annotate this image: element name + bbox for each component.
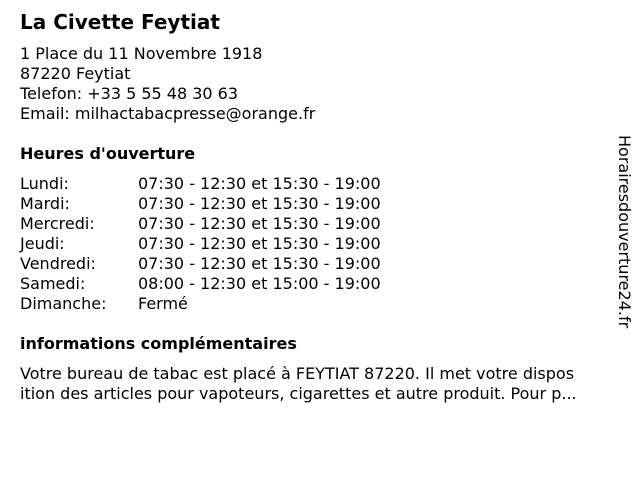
hours-row-friday bbox=[20, 254, 381, 274]
info-heading: informations complémentaires bbox=[20, 334, 297, 353]
day-label: Mardi: bbox=[20, 194, 70, 213]
hours-row-thursday bbox=[20, 234, 381, 254]
email-address: Email: milhactabacpresse@orange.fr bbox=[20, 104, 316, 123]
business-name: La Civette Feytiat bbox=[20, 10, 220, 34]
hours-row-saturday bbox=[20, 274, 381, 294]
time-range: 07:30 - 12:30 et 15:30 - 19:00 bbox=[138, 174, 381, 193]
hours-row-sunday bbox=[20, 294, 381, 314]
site-watermark: Horairesdouverture24.fr bbox=[615, 135, 634, 329]
time-range: 07:30 - 12:30 et 15:30 - 19:00 bbox=[138, 254, 381, 273]
day-label: Jeudi: bbox=[20, 234, 65, 253]
hours-row-monday bbox=[20, 174, 381, 194]
hours-row-tuesday bbox=[20, 194, 381, 214]
time-range: 08:00 - 12:30 et 15:00 - 19:00 bbox=[138, 274, 381, 293]
time-range: 07:30 - 12:30 et 15:30 - 19:00 bbox=[138, 194, 381, 213]
info-line: ition des articles pour vapoteurs, cigarettes et autre produit. Pour p... bbox=[20, 384, 577, 403]
address-street: 1 Place du 11 Novembre 1918 bbox=[20, 44, 263, 63]
phone-number: Telefon: +33 5 55 48 30 63 bbox=[20, 84, 239, 103]
time-range: Fermé bbox=[138, 294, 188, 313]
hours-heading: Heures d'ouverture bbox=[20, 144, 196, 163]
hours-table bbox=[20, 174, 381, 314]
info-line: Votre bureau de tabac est placé à FEYTIAT 87220. Il met votre dispos bbox=[20, 364, 575, 383]
day-label: Vendredi: bbox=[20, 254, 96, 273]
time-range: 07:30 - 12:30 et 15:30 - 19:00 bbox=[138, 234, 381, 253]
day-label: Dimanche: bbox=[20, 294, 107, 313]
day-label: Samedi: bbox=[20, 274, 86, 293]
address-city: 87220 Feytiat bbox=[20, 64, 131, 83]
day-label: Lundi: bbox=[20, 174, 69, 193]
business-contact bbox=[20, 44, 315, 124]
time-range: 07:30 - 12:30 et 15:30 - 19:00 bbox=[138, 214, 381, 233]
day-label: Mercredi: bbox=[20, 214, 95, 233]
info-description bbox=[20, 364, 630, 404]
hours-row-wednesday bbox=[20, 214, 381, 234]
